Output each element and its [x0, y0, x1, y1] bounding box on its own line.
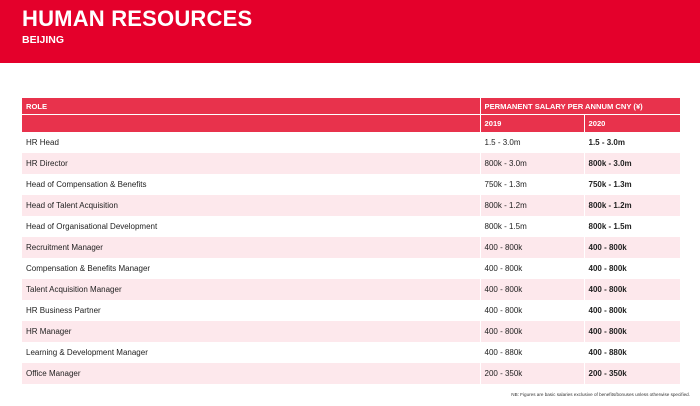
salary-2019-cell: 400 - 800k [480, 300, 584, 321]
table-row [22, 258, 680, 279]
salary-2020-cell: 400 - 800k [584, 237, 680, 258]
salary-2020-cell: 200 - 350k [584, 363, 680, 384]
role-cell: HR Head [22, 132, 480, 153]
column-header-2020: 2020 [584, 115, 680, 133]
table-row [22, 132, 680, 153]
role-cell: HR Manager [22, 321, 480, 342]
table-row [22, 195, 680, 216]
salary-2019-cell: 800k - 1.5m [480, 216, 584, 237]
role-cell: Compensation & Benefits Manager [22, 258, 480, 279]
table-row [22, 237, 680, 258]
salary-2019-cell: 800k - 3.0m [480, 153, 584, 174]
table-body [22, 132, 680, 384]
salary-2020-cell: 800k - 3.0m [584, 153, 680, 174]
column-header-2019: 2019 [480, 115, 584, 133]
salary-2019-cell: 750k - 1.3m [480, 174, 584, 195]
salary-2019-cell: 800k - 1.2m [480, 195, 584, 216]
role-cell: HR Director [22, 153, 480, 174]
column-header-salary: PERMANENT SALARY PER ANNUM CNY (¥) [480, 98, 680, 115]
salary-2020-cell: 400 - 800k [584, 321, 680, 342]
role-cell: Learning & Development Manager [22, 342, 480, 363]
salary-2020-cell: 800k - 1.2m [584, 195, 680, 216]
salary-2020-cell: 750k - 1.3m [584, 174, 680, 195]
role-cell: Talent Acquisition Manager [22, 279, 480, 300]
salary-2020-cell: 1.5 - 3.0m [584, 132, 680, 153]
salary-2019-cell: 400 - 800k [480, 258, 584, 279]
page-title: HUMAN RESOURCES [22, 6, 253, 31]
salary-2019-cell: 200 - 350k [480, 363, 584, 384]
salary-2020-cell: 400 - 800k [584, 279, 680, 300]
salary-2019-cell: 400 - 800k [480, 279, 584, 300]
role-cell: Head of Talent Acquisition [22, 195, 480, 216]
salary-2020-cell: 400 - 800k [584, 300, 680, 321]
table-row [22, 363, 680, 384]
salary-2020-cell: 400 - 880k [584, 342, 680, 363]
salary-table-container [22, 98, 680, 384]
salary-2020-cell: 400 - 800k [584, 258, 680, 279]
role-cell: Recruitment Manager [22, 237, 480, 258]
salary-table [22, 98, 680, 384]
salary-2020-cell: 800k - 1.5m [584, 216, 680, 237]
role-cell: Head of Compensation & Benefits [22, 174, 480, 195]
table-row [22, 321, 680, 342]
salary-2019-cell: 400 - 800k [480, 237, 584, 258]
role-cell: HR Business Partner [22, 300, 480, 321]
salary-2019-cell: 1.5 - 3.0m [480, 132, 584, 153]
salary-2019-cell: 400 - 880k [480, 342, 584, 363]
table-row [22, 279, 680, 300]
footnote: NB: Figures are basic salaries exclusive of benefits/bonuses unless otherwise specified. [511, 392, 690, 397]
role-cell: Office Manager [22, 363, 480, 384]
table-row [22, 153, 680, 174]
table-row [22, 300, 680, 321]
page-subtitle: BEIJING [22, 34, 65, 46]
salary-2019-cell: 400 - 800k [480, 321, 584, 342]
column-header-role: ROLE [22, 98, 480, 115]
table-row [22, 216, 680, 237]
header-banner [0, 0, 700, 63]
column-header-blank [22, 115, 480, 133]
table-row [22, 174, 680, 195]
role-cell: Head of Organisational Development [22, 216, 480, 237]
table-row [22, 342, 680, 363]
